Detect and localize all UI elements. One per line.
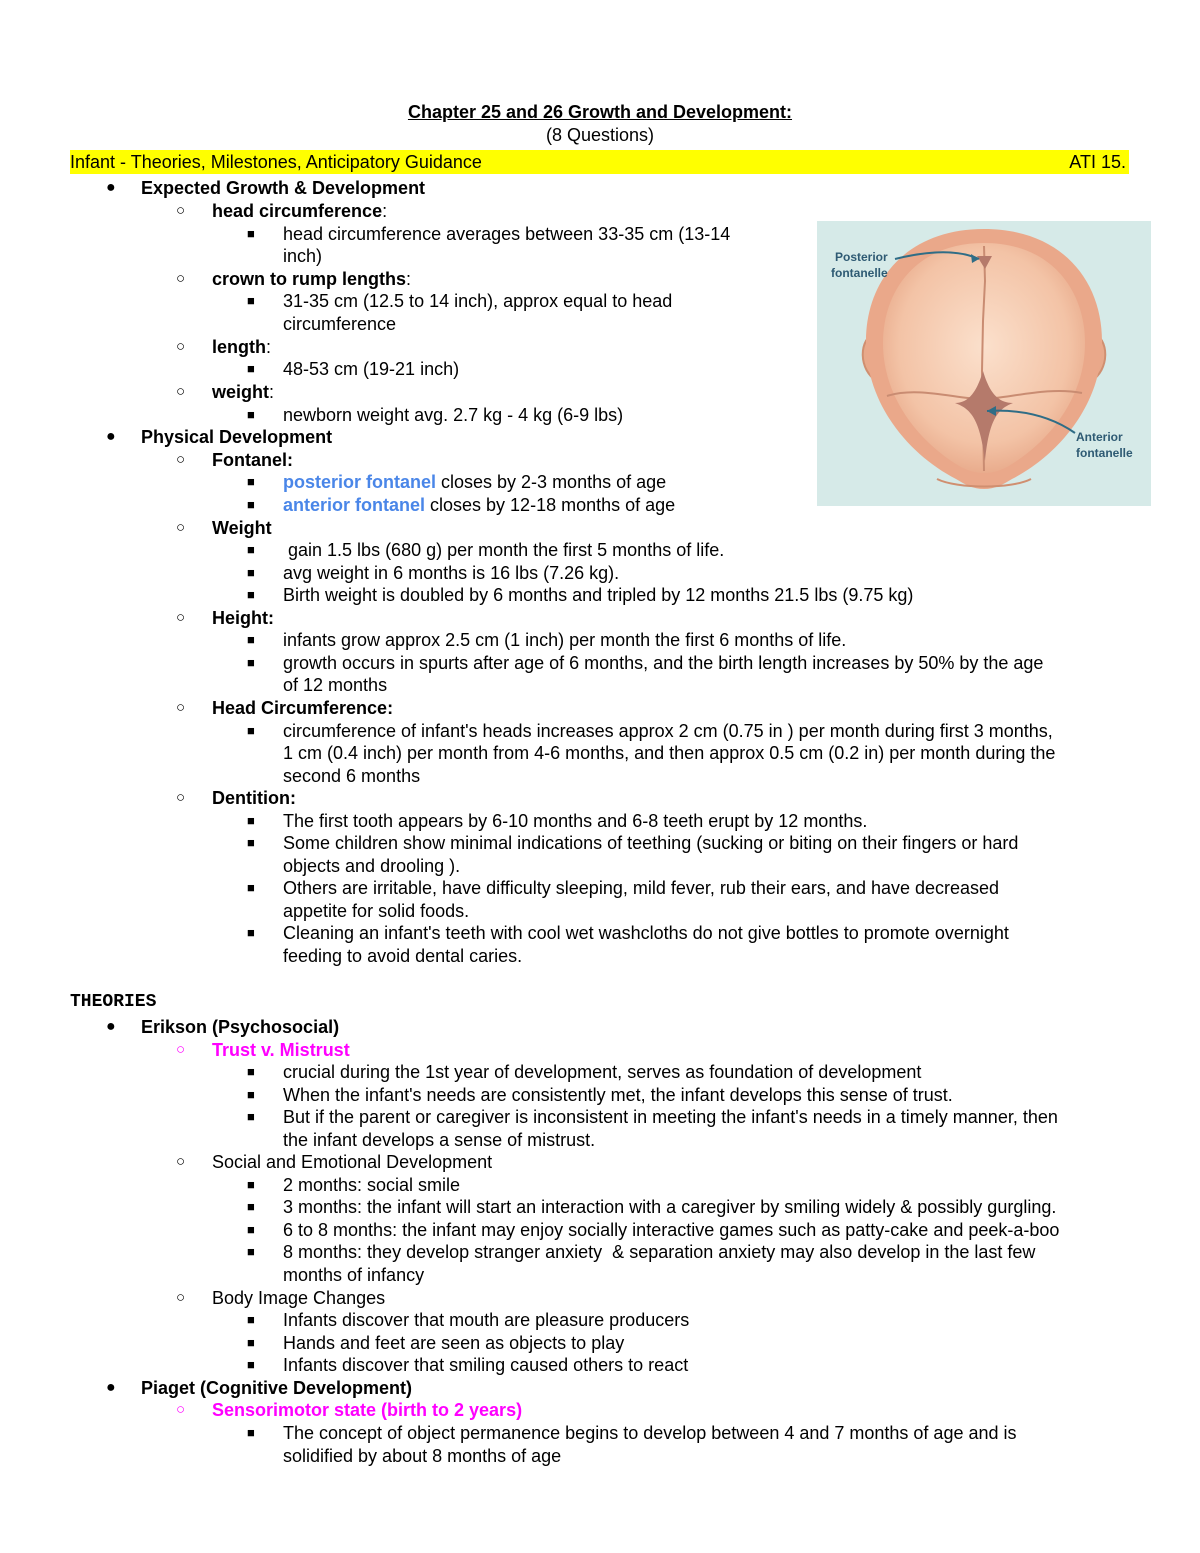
anterior-label-line-1: Anterior bbox=[1076, 430, 1123, 444]
bullet-square: ■ bbox=[247, 1335, 255, 1350]
social-6-8-months: 6 to 8 months: the infant may enjoy socially interactive games such as patty-cake and peek-a-boo bbox=[283, 1220, 1060, 1240]
item-head-circumference-growth: Head Circumference: bbox=[212, 698, 394, 718]
fontanel-posterior: posterior fontanel closes by 2-3 months of age bbox=[283, 472, 667, 492]
bullet-circle: ○ bbox=[176, 270, 186, 287]
bullet-circle: ○ bbox=[176, 1401, 186, 1418]
bullet-square: ■ bbox=[247, 361, 255, 376]
bullet-square: ■ bbox=[247, 632, 255, 647]
page-subtitle: (8 Questions) bbox=[545, 125, 655, 145]
item-sensorimotor: Sensorimotor state (birth to 2 years) bbox=[212, 1400, 523, 1420]
bullet-square: ■ bbox=[247, 1425, 255, 1440]
item-weight: weight: bbox=[212, 382, 275, 402]
bullet-disc: ● bbox=[106, 1018, 116, 1035]
body-hands-feet: Hands and feet are seen as objects to play bbox=[283, 1333, 625, 1353]
bullet-square: ■ bbox=[247, 474, 255, 489]
body-mouth: Infants discover that mouth are pleasure producers bbox=[283, 1310, 690, 1330]
item-body-image: Body Image Changes bbox=[212, 1288, 386, 1308]
fontanel-anterior: anterior fontanel closes by 12-18 months of age bbox=[283, 495, 676, 515]
bullet-circle: ○ bbox=[176, 789, 186, 806]
head-circ-growth-line-3: second 6 months bbox=[283, 766, 421, 786]
dentition-irritable-line-2: appetite for solid foods. bbox=[283, 901, 470, 921]
trust-inconsistent-line-2: the infant develops a sense of mistrust. bbox=[283, 1130, 596, 1150]
social-3-months: 3 months: the infant will start an interaction with a caregiver by smiling widely & possibly gurgling. bbox=[283, 1197, 1057, 1217]
bullet-square: ■ bbox=[247, 880, 255, 895]
bullet-square: ■ bbox=[247, 587, 255, 602]
heading-piaget: Piaget (Cognitive Development) bbox=[141, 1378, 413, 1398]
item-length: length: bbox=[212, 337, 272, 357]
item-crown-rump: crown to rump lengths: bbox=[212, 269, 412, 289]
bullet-circle: ○ bbox=[176, 1153, 186, 1170]
bullet-circle: ○ bbox=[176, 609, 186, 626]
bullet-square: ■ bbox=[247, 1357, 255, 1372]
bullet-circle: ○ bbox=[176, 519, 186, 536]
bullet-disc: ● bbox=[106, 1379, 116, 1396]
bullet-square: ■ bbox=[247, 655, 255, 670]
heading-erikson: Erikson (Psychosocial) bbox=[141, 1017, 340, 1037]
posterior-label-line-2: fontanelle bbox=[831, 266, 888, 280]
trust-needs-met: When the infant's needs are consistently met, the infant develops this sense of trust. bbox=[283, 1085, 953, 1105]
banner-title: Infant - Theories, Milestones, Anticipatory Guidance bbox=[70, 152, 482, 172]
head-circ-growth-line-2: 1 cm (0.4 inch) per month from 4-6 months, and then approx 0.5 cm (0.2 in) per month during the bbox=[283, 743, 1056, 763]
social-8-months-line-2: months of infancy bbox=[283, 1265, 425, 1285]
item-social-emotional: Social and Emotional Development bbox=[212, 1152, 493, 1172]
dentition-irritable-line-1: Others are irritable, have difficulty sleeping, mild fever, rub their ears, and have decreased bbox=[283, 878, 1000, 898]
bullet-square: ■ bbox=[247, 1244, 255, 1259]
weight-6-months: avg weight in 6 months is 16 lbs (7.26 kg). bbox=[283, 563, 620, 583]
bullet-circle: ○ bbox=[176, 338, 186, 355]
banner-reference: ATI 15. bbox=[1069, 152, 1126, 172]
item-weight-physical: Weight bbox=[212, 518, 272, 538]
bullet-square: ■ bbox=[247, 542, 255, 557]
bullet-square: ■ bbox=[247, 1199, 255, 1214]
bullet-square: ■ bbox=[247, 1064, 255, 1079]
dentition-first-tooth: The first tooth appears by 6-10 months and 6-8 teeth erupt by 12 months. bbox=[283, 811, 868, 831]
page-title: Chapter 25 and 26 Growth and Development: bbox=[407, 102, 793, 122]
posterior-label-line-1: Posterior bbox=[835, 250, 888, 264]
dentition-cleaning-line-1: Cleaning an infant's teeth with cool wet washcloths do not give bottles to promote overnight bbox=[283, 923, 1009, 943]
height-spurts-line-2: of 12 months bbox=[283, 675, 388, 695]
bullet-square: ■ bbox=[247, 813, 255, 828]
bullet-square: ■ bbox=[247, 293, 255, 308]
section-banner bbox=[70, 150, 1129, 174]
bullet-circle: ○ bbox=[176, 202, 186, 219]
weight-gain: gain 1.5 lbs (680 g) per month the first 5 months of life. bbox=[283, 540, 725, 560]
bullet-circle: ○ bbox=[176, 1289, 186, 1306]
fontanelle-diagram bbox=[817, 221, 1151, 506]
length-detail: 48-53 cm (19-21 inch) bbox=[283, 359, 460, 379]
crown-detail-line-1: 31-35 cm (12.5 to 14 inch), approx equal to head bbox=[283, 291, 673, 311]
heading-physical-development: Physical Development bbox=[141, 427, 333, 447]
dentition-cleaning-line-2: feeding to avoid dental caries. bbox=[283, 946, 523, 966]
item-height: Height: bbox=[212, 608, 274, 628]
social-8-months-line-1: 8 months: they develop stranger anxiety & separation anxiety may also develop in the last few bbox=[283, 1242, 1036, 1262]
object-permanence-line-2: solidified by about 8 months of age bbox=[283, 1446, 562, 1466]
bullet-circle: ○ bbox=[176, 451, 186, 468]
bullet-square: ■ bbox=[247, 1312, 255, 1327]
social-2-months: 2 months: social smile bbox=[283, 1175, 461, 1195]
bullet-square: ■ bbox=[247, 1222, 255, 1237]
heading-expected-growth: Expected Growth & Development bbox=[141, 178, 426, 198]
bullet-square: ■ bbox=[247, 723, 255, 738]
bullet-square: ■ bbox=[247, 925, 255, 940]
dentition-teething-line-1: Some children show minimal indications of teething (sucking or biting on their fingers or hard bbox=[283, 833, 1019, 853]
item-head-circumference: head circumference: bbox=[212, 201, 388, 221]
birth-weight-doubled: Birth weight is doubled by 6 months and tripled by 12 months 21.5 lbs (9.75 kg) bbox=[283, 585, 914, 605]
bullet-square: ■ bbox=[247, 1109, 255, 1124]
heading-theories: THEORIES bbox=[70, 992, 157, 1012]
bullet-square: ■ bbox=[247, 565, 255, 580]
weight-detail: newborn weight avg. 2.7 kg - 4 kg (6-9 lbs) bbox=[283, 405, 624, 425]
bullet-square: ■ bbox=[247, 497, 255, 512]
height-growth-rate: infants grow approx 2.5 cm (1 inch) per month the first 6 months of life. bbox=[283, 630, 847, 650]
head-circ-detail-line-2: inch) bbox=[283, 246, 323, 266]
crown-detail-line-2: circumference bbox=[283, 314, 397, 334]
height-spurts-line-1: growth occurs in spurts after age of 6 months, and the birth length increases by 50% by the age bbox=[283, 653, 1044, 673]
bullet-square: ■ bbox=[247, 407, 255, 422]
body-smiling: Infants discover that smiling caused others to react bbox=[283, 1355, 689, 1375]
infant-skull-illustration bbox=[817, 221, 1151, 506]
bullet-disc: ● bbox=[106, 179, 116, 196]
head-circ-detail-line-1: head circumference averages between 33-35 cm (13-14 bbox=[283, 224, 731, 244]
item-fontanel: Fontanel: bbox=[212, 450, 293, 470]
anterior-label-line-2: fontanelle bbox=[1076, 446, 1133, 460]
bullet-circle: ○ bbox=[176, 1041, 186, 1058]
item-trust-mistrust: Trust v. Mistrust bbox=[212, 1040, 350, 1060]
bullet-square: ■ bbox=[247, 835, 255, 850]
trust-crucial: crucial during the 1st year of development, serves as foundation of development bbox=[283, 1062, 922, 1082]
bullet-square: ■ bbox=[247, 226, 255, 241]
bullet-circle: ○ bbox=[176, 699, 186, 716]
dentition-teething-line-2: objects and drooling ). bbox=[283, 856, 461, 876]
head-circ-growth-line-1: circumference of infant's heads increases approx 2 cm (0.75 in ) per month during first 3 months, bbox=[283, 721, 1053, 741]
bullet-square: ■ bbox=[247, 1087, 255, 1102]
trust-inconsistent-line-1: But if the parent or caregiver is inconsistent in meeting the infant's needs in a timely manner, then bbox=[283, 1107, 1058, 1127]
bullet-circle: ○ bbox=[176, 383, 186, 400]
object-permanence-line-1: The concept of object permanence begins to develop between 4 and 7 months of age and is bbox=[283, 1423, 1017, 1443]
bullet-square: ■ bbox=[247, 1177, 255, 1192]
bullet-disc: ● bbox=[106, 428, 116, 445]
item-dentition: Dentition: bbox=[212, 788, 296, 808]
